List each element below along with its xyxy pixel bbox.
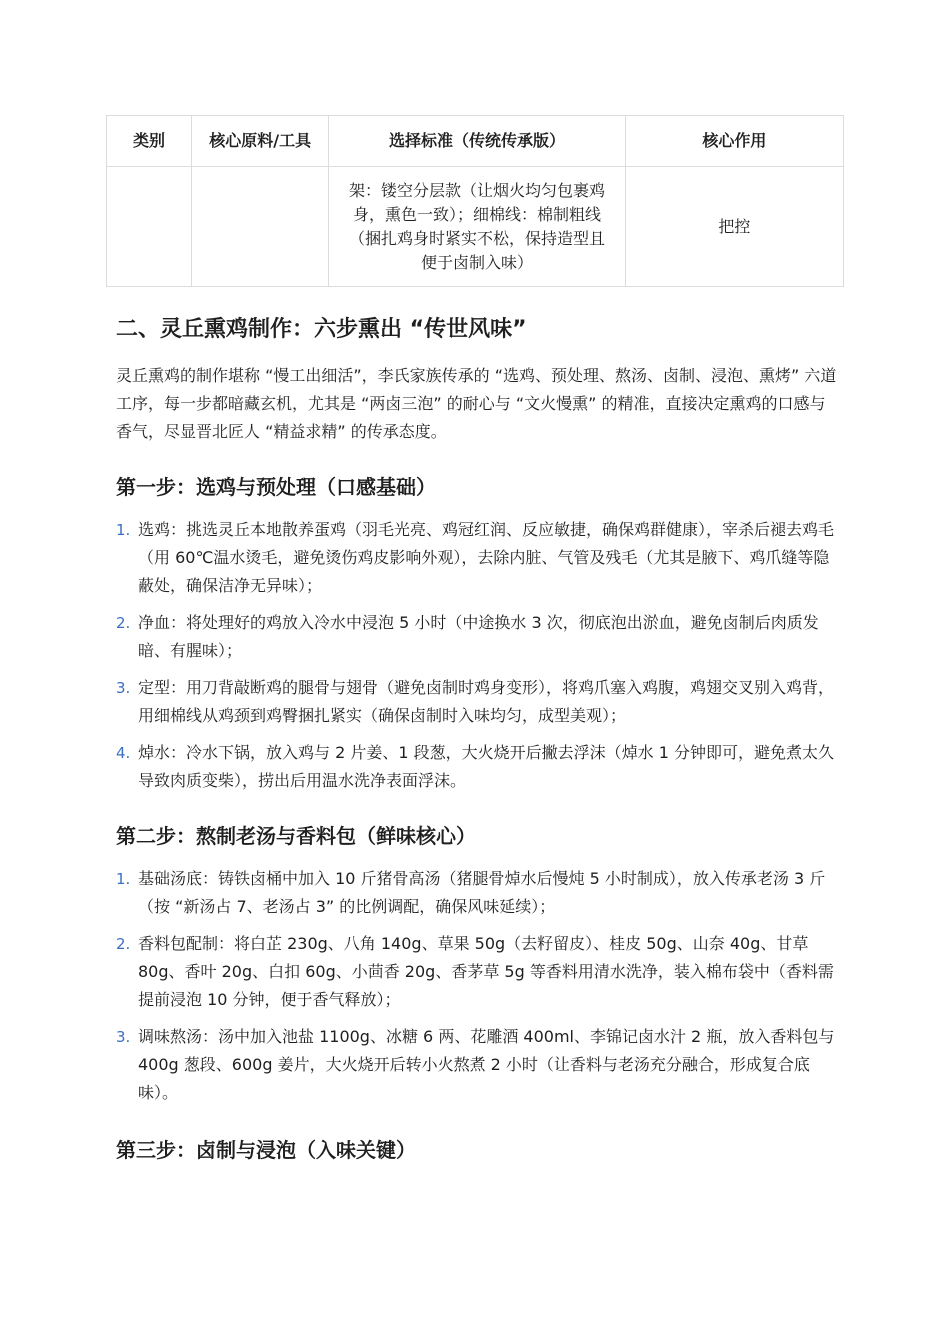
list-number: 3. xyxy=(116,1028,131,1046)
list-item-text: 选鸡：挑选灵丘本地散养蛋鸡（羽毛光亮、鸡冠红润、反应敏捷，确保鸡群健康），宰杀后褪去鸡毛（用 60℃温水烫毛，避免烫伤鸡皮影响外观），去除内脏、气管及残毛（尤其是腋下、鸡爪缝等隐蔽处，确保洁净无异味）； xyxy=(138,520,835,595)
list-number: 4. xyxy=(116,744,131,762)
list-number: 1. xyxy=(116,521,131,539)
list-number: 2. xyxy=(116,614,131,632)
step1-list xyxy=(116,516,838,804)
table-header-row xyxy=(107,116,844,167)
list-item-text: 调味熬汤：汤中加入池盐 1100g、冰糖 6 两、花雕酒 400ml、李锦记卤水汁 2 瓶，放入香料包与 400g 葱段、600g 姜片，大火烧开后转小火熬煮 2 小时（让香料与老汤充分融合，形成复合底味）。 xyxy=(138,1027,835,1102)
header-selection-standard: 选择标准（传统传承版） xyxy=(329,116,625,167)
list-item-text: 焯水：冷水下锅，放入鸡与 2 片姜、1 段葱，大火烧开后撇去浮沫（焯水 1 分钟即可，避免煮太久导致肉质变柴），捞出后用温水洗净表面浮沫。 xyxy=(138,743,834,790)
table-cell xyxy=(192,167,329,287)
step1-title: 第一步：选鸡与预处理（口感基础） xyxy=(116,475,436,499)
table-row xyxy=(107,167,844,287)
table-cell xyxy=(107,167,192,287)
list-item-text: 香料包配制：将白芷 230g、八角 140g、草果 50g（去籽留皮）、桂皮 50g、山奈 40g、甘草 80g、香叶 20g、白扣 60g、小茴香 20g、香茅草 5g 等香料用清水洗净，装入棉布袋中（香料需提前浸泡 10 分钟，便于香气释放）； xyxy=(138,934,834,1009)
ingredients-table xyxy=(106,115,844,287)
step2-list xyxy=(116,865,838,1116)
list-number: 1. xyxy=(116,870,131,888)
list-item-text: 基础汤底：铸铁卤桶中加入 10 斤猪骨高汤（猪腿骨焯水后慢炖 5 小时制成），放入传承老汤 3 斤（按 “新汤占 7、老汤占 3” 的比例调配，确保风味延续）； xyxy=(138,869,826,916)
table-cell: 把控 xyxy=(625,167,843,287)
list-item xyxy=(116,609,838,665)
header-category: 类别 xyxy=(107,116,192,167)
header-core-function: 核心作用 xyxy=(625,116,843,167)
list-item xyxy=(116,674,838,730)
list-item-text: 定型：用刀背敲断鸡的腿骨与翅骨（避免卤制时鸡身变形），将鸡爪塞入鸡腹，鸡翅交叉别入鸡背，用细棉线从鸡颈到鸡臀捆扎紧实（确保卤制时入味均匀，成型美观）； xyxy=(138,678,835,725)
list-item xyxy=(116,516,838,600)
list-number: 2. xyxy=(116,935,131,953)
section-intro: 灵丘熏鸡的制作堪称 “慢工出细活”，李氏家族传承的 “选鸡、预处理、熬汤、卤制、浸泡、熏烤” 六道工序，每一步都暗藏玄机，尤其是 “两卤三泡” 的耐心与 “文火慢熏” 的精准，直接决定熏鸡的口感与香气，尽显晋北匠人 “精益求精” 的传承态度。 xyxy=(116,366,837,441)
section-title: 二、灵丘熏鸡制作：六步熏出 “传世风味” xyxy=(116,317,527,342)
list-item xyxy=(116,930,838,1014)
list-number: 3. xyxy=(116,679,131,697)
step3-title: 第三步：卤制与浸泡（入味关键） xyxy=(116,1138,416,1162)
list-item xyxy=(116,739,838,795)
list-item xyxy=(116,865,838,921)
step2-title: 第二步：熬制老汤与香料包（鲜味核心） xyxy=(116,824,476,848)
header-core-material: 核心原料/工具 xyxy=(192,116,329,167)
list-item-text: 净血：将处理好的鸡放入冷水中浸泡 5 小时（中途换水 3 次，彻底泡出淤血，避免卤制后肉质发暗、有腥味）； xyxy=(138,613,819,660)
list-item xyxy=(116,1023,838,1107)
table-cell: 架：镂空分层款（让烟火均匀包裹鸡身，熏色一致）；细棉线：棉制粗线（捆扎鸡身时紧实不松，保持造型且便于卤制入味） xyxy=(329,167,625,287)
